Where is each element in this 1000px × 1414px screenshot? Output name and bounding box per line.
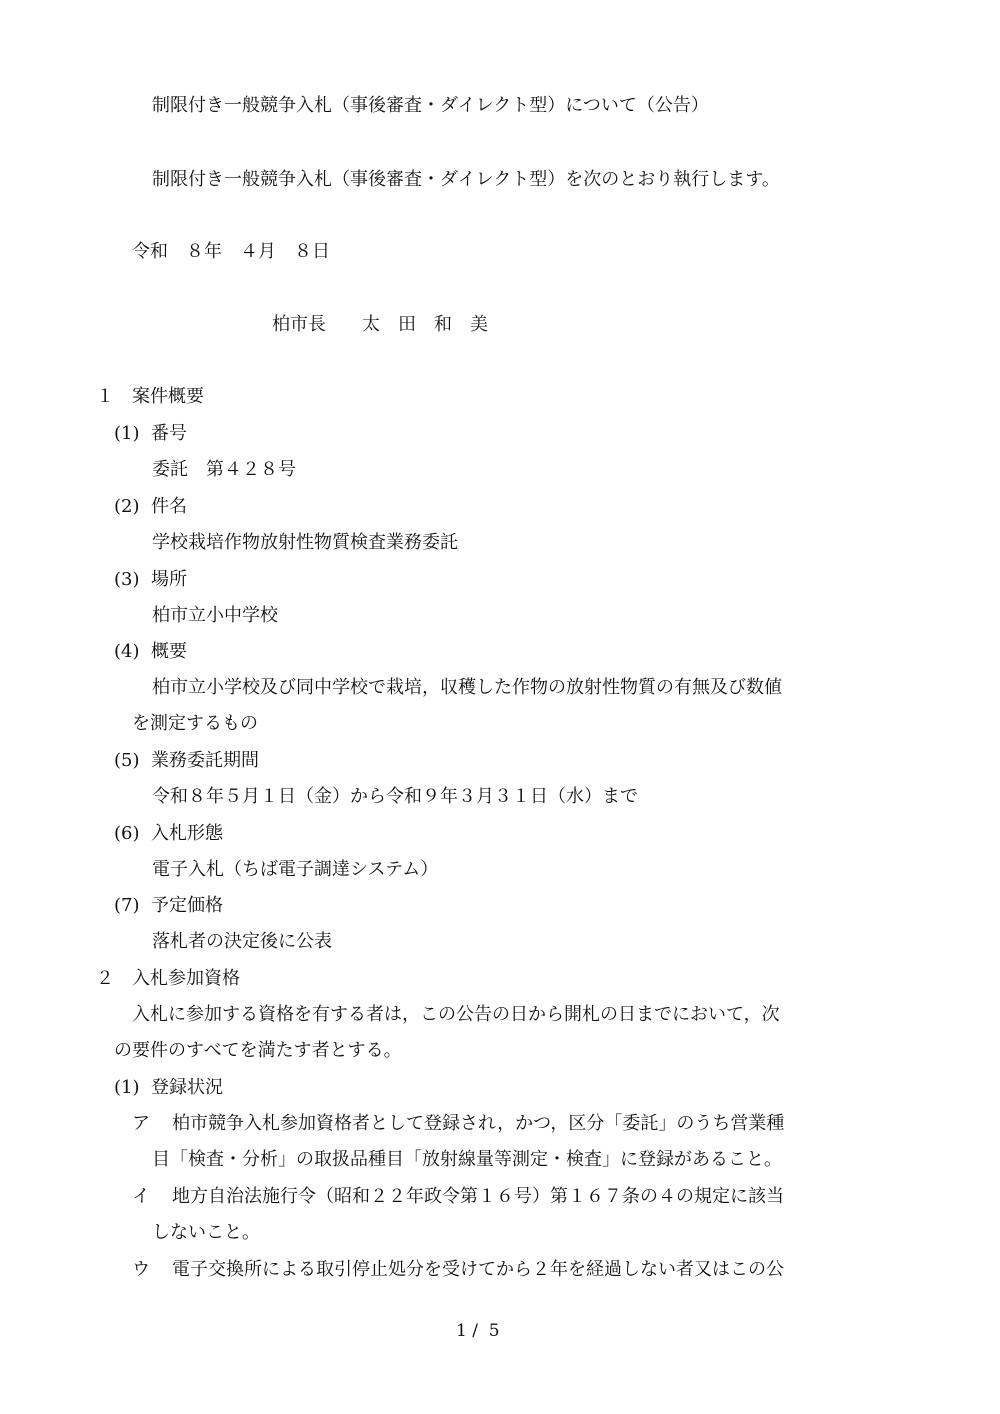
item6-label: (6) 入札形態	[114, 823, 223, 844]
item4-text-line1: 柏市立小学校及び同中学校で栽培，収穫した作物の放射性物質の有無及び数値	[152, 677, 782, 698]
item7-label: (7) 予定価格	[114, 895, 223, 916]
page-number: 1 / 5	[456, 1321, 500, 1341]
req-i-line2: しないこと。	[152, 1222, 260, 1243]
req-i-line1: 地方自治法施行令（昭和２２年政令第１６号）第１６７条の４の規定に該当	[172, 1186, 784, 1207]
section2-intro-line2: の要件のすべてを満たす者とする。	[114, 1040, 402, 1061]
item2-text: 学校栽培作物放射性物質検査業務委託	[152, 532, 458, 553]
section2-heading: ２ 入札参加資格	[96, 968, 240, 989]
notice-title: 制限付き一般競争入札（事後審査・ダイレクト型）について（公告）	[152, 95, 709, 116]
notice-date: 令和 ８年 ４月 ８日	[132, 241, 330, 262]
item2-label: (2) 件名	[114, 496, 187, 517]
req-u-marker: ウ	[132, 1259, 150, 1280]
item1-text: 委託 第４２８号	[152, 459, 296, 480]
req-a-line1: 柏市競争入札参加資格者として登録され，かつ，区分「委託」のうち営業種	[172, 1113, 785, 1134]
intro-text: 制限付き一般競争入札（事後審査・ダイレクト型）を次のとおり執行します。	[152, 169, 780, 190]
req-u-line1: 電子交換所による取引停止処分を受けてから２年を経過しない者又はこの公	[172, 1259, 784, 1280]
section2-intro-line1: 入札に参加する資格を有する者は，この公告の日から開札の日までにおいて，次	[132, 1004, 780, 1025]
item7-text: 落札者の決定後に公表	[152, 931, 332, 952]
sub1-label: (1) 登録状況	[114, 1077, 223, 1098]
item5-label: (5) 業務委託期間	[114, 750, 259, 771]
req-a-marker: ア	[132, 1113, 150, 1134]
item6-text: 電子入札（ちば電子調達システム）	[152, 859, 439, 880]
item4-label: (4) 概要	[114, 641, 187, 662]
req-a-line2: 目「検査・分析」の取扱品種目「放射線量等測定・検査」に登録があること。	[152, 1149, 782, 1170]
item5-text: 令和８年５月１日（金）から令和９年３月３１日（水）まで	[152, 786, 638, 807]
item3-label: (3) 場所	[114, 569, 187, 590]
req-i-marker: イ	[132, 1186, 150, 1207]
item1-label: (1) 番号	[114, 423, 187, 444]
item4-text-line2: を測定するもの	[132, 713, 258, 734]
signatory: 柏市長 太 田 和 美	[272, 314, 488, 335]
section1-heading: １ 案件概要	[96, 386, 204, 407]
item3-text: 柏市立小中学校	[152, 605, 278, 626]
